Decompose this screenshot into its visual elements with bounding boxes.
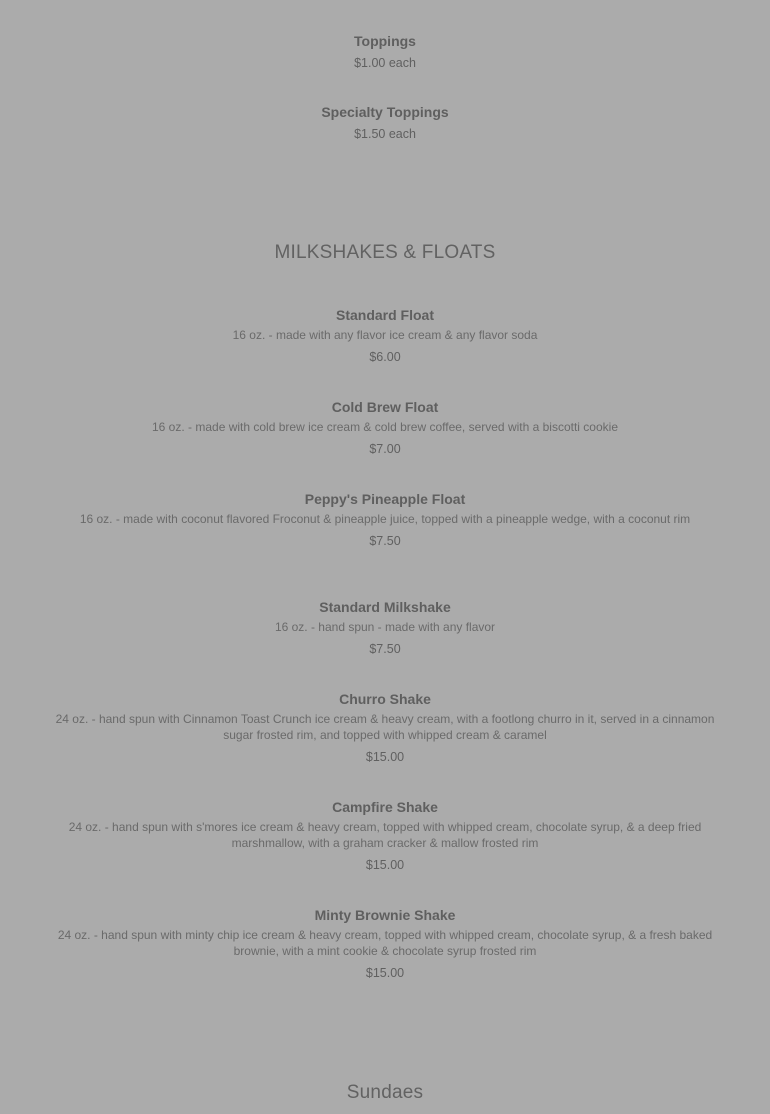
section-title-milkshakes: MILKSHAKES & FLOATS bbox=[274, 242, 496, 263]
menu-item-standard-float bbox=[0, 306, 770, 365]
item-price: $15.00 bbox=[365, 966, 405, 980]
item-name: Toppings bbox=[354, 33, 416, 49]
menu-item-churro-shake bbox=[0, 690, 770, 765]
item-name: Churro Shake bbox=[339, 691, 431, 707]
item-price: $7.50 bbox=[369, 534, 401, 548]
menu-item-campfire-shake bbox=[0, 798, 770, 873]
item-price: $6.00 bbox=[369, 350, 401, 364]
item-name: Cold Brew Float bbox=[331, 399, 439, 415]
item-name: Campfire Shake bbox=[332, 799, 438, 815]
menu-item-standard-milkshake bbox=[0, 598, 770, 657]
item-name: Peppy's Pineapple Float bbox=[304, 491, 466, 507]
item-description: 16 oz. - made with coconut flavored Froconut & pineapple juice, topped with a pineapple wedge, with a coconut rim bbox=[79, 512, 691, 526]
item-price: $7.50 bbox=[369, 642, 401, 656]
item-name: Standard Milkshake bbox=[319, 599, 451, 615]
item-price: $15.00 bbox=[365, 750, 405, 764]
menu-item-specialty-toppings bbox=[0, 103, 770, 142]
menu-item-peppys-pineapple-float bbox=[0, 490, 770, 549]
item-description: 24 oz. - hand spun with minty chip ice cream & heavy cream, topped with whipped cream, chocolate syrup, & a fresh baked brownie, with a mint cookie & chocolate syrup frosted rim bbox=[57, 928, 713, 958]
item-description: 24 oz. - hand spun with s'mores ice cream & heavy cream, topped with whipped cream, chocolate syrup, & a deep fried marshmallow, with a graham cracker & mallow frosted rim bbox=[68, 820, 702, 850]
item-description: 24 oz. - hand spun with Cinnamon Toast Crunch ice cream & heavy cream, with a footlong churro in it, served in a cinnamon sugar frosted rim, and topped with whipped cream & caramel bbox=[55, 712, 715, 742]
menu-item-cold-brew-float bbox=[0, 398, 770, 457]
item-price: $1.00 each bbox=[354, 56, 416, 70]
item-description: 16 oz. - hand spun - made with any flavor bbox=[274, 620, 496, 634]
item-price: $15.00 bbox=[365, 858, 405, 872]
menu-item-toppings bbox=[0, 32, 770, 71]
item-name: Standard Float bbox=[335, 307, 434, 323]
item-price: $7.00 bbox=[369, 442, 401, 456]
item-name: Minty Brownie Shake bbox=[314, 907, 456, 923]
item-name: Specialty Toppings bbox=[321, 104, 449, 120]
item-description: 16 oz. - made with any flavor ice cream & any flavor soda bbox=[232, 328, 538, 342]
section-title-sundaes: Sundaes bbox=[346, 1082, 424, 1103]
item-description: 16 oz. - made with cold brew ice cream & cold brew coffee, served with a biscotti cookie bbox=[152, 420, 618, 434]
menu-item-minty-brownie-shake bbox=[0, 906, 770, 981]
item-price: $1.50 each bbox=[354, 127, 416, 141]
